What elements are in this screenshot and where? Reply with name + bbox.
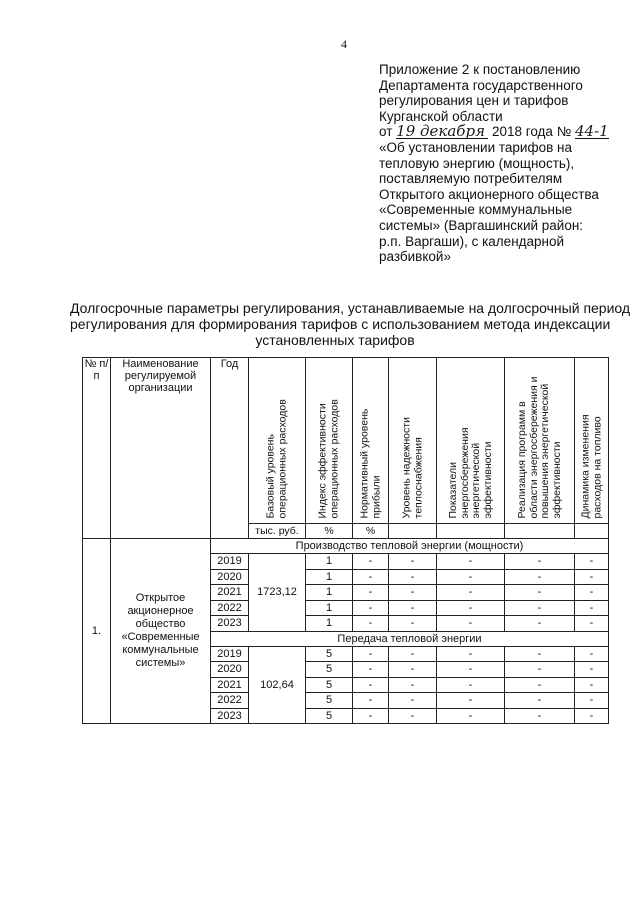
reliability-cell: - xyxy=(389,600,437,616)
header-text: операционных расходов xyxy=(276,398,288,518)
appendix-line: Курганской области xyxy=(379,108,503,124)
year-cell: 2022 xyxy=(211,600,249,616)
header-text: области энергосбережения и xyxy=(527,375,539,518)
program-cell: - xyxy=(505,600,575,616)
header-programs xyxy=(505,358,575,524)
reliability-cell: - xyxy=(389,554,437,570)
header-text: прибыли xyxy=(369,475,382,518)
title-line: Долгосрочные параметры регулирования, устанавливаемые на долгосрочный период xyxy=(70,300,631,316)
norm-cell: - xyxy=(353,616,389,632)
reliability-cell: - xyxy=(389,646,437,662)
norm-cell: - xyxy=(353,662,389,678)
fuel-cell: - xyxy=(575,708,609,724)
appendix-line: «Об установлении тарифов на xyxy=(379,139,572,155)
header-text: энергосбережения xyxy=(458,426,470,518)
fuel-cell: - xyxy=(575,693,609,709)
fuel-cell: - xyxy=(575,569,609,585)
fuel-cell: - xyxy=(575,585,609,601)
header-text: Нормативный уровень xyxy=(358,408,370,518)
year-cell: 2022 xyxy=(211,693,249,709)
year-cell: 2021 xyxy=(211,677,249,693)
appendix-line: Департамента государственного xyxy=(379,77,583,93)
index-cell: 1 xyxy=(306,585,353,601)
header-year: Год xyxy=(211,358,249,539)
base-cost-value: 1723,12 xyxy=(249,554,306,632)
appendix-line: системы» (Варгашинский район: xyxy=(379,217,584,233)
energy-cell: - xyxy=(437,646,505,662)
header-row xyxy=(83,358,609,524)
energy-cell: - xyxy=(437,569,505,585)
ot-label: от xyxy=(379,124,393,140)
appendix-line: «Современные коммунальные xyxy=(379,202,573,218)
reliability-cell: - xyxy=(389,693,437,709)
unit-index: % xyxy=(306,524,353,539)
unit-empty xyxy=(389,524,437,539)
energy-cell: - xyxy=(437,677,505,693)
row-number: 1. xyxy=(83,539,111,724)
fuel-cell: - xyxy=(575,662,609,678)
appendix-date-line xyxy=(379,124,629,140)
header-text: расходов на топливо xyxy=(590,415,603,518)
program-cell: - xyxy=(505,616,575,632)
title-line: установленных тарифов xyxy=(255,332,415,348)
reliability-cell: - xyxy=(389,662,437,678)
norm-cell: - xyxy=(353,693,389,709)
header-text: Показатели xyxy=(446,461,459,518)
program-cell: - xyxy=(505,646,575,662)
unit-norm: % xyxy=(353,524,389,539)
energy-cell: - xyxy=(437,616,505,632)
index-cell: 5 xyxy=(306,693,353,709)
norm-cell: - xyxy=(353,677,389,693)
header-text: энергетической xyxy=(469,442,482,518)
appendix-line: тепловую энергию (мощность), xyxy=(379,155,575,171)
header-efficiency-index xyxy=(306,358,353,524)
appendix-line: Приложение 2 к постановлению xyxy=(379,62,581,77)
appendix-block xyxy=(379,62,629,265)
header-reliability xyxy=(389,358,437,524)
header-text: эффективности xyxy=(550,440,562,518)
header-text: Базовый уровень xyxy=(264,433,277,518)
energy-cell: - xyxy=(437,554,505,570)
index-cell: 1 xyxy=(306,554,353,570)
norm-cell: - xyxy=(353,554,389,570)
parameters-table xyxy=(82,357,609,724)
header-text: Уровень надежности xyxy=(400,416,412,518)
header-text: теплоснабжения xyxy=(411,436,424,518)
norm-cell: - xyxy=(353,600,389,616)
index-cell: 5 xyxy=(306,708,353,724)
handwritten-number: 44-1 xyxy=(574,122,609,141)
handwritten-date: 19 декабря xyxy=(396,125,488,139)
year-cell: 2019 xyxy=(211,554,249,570)
unit-empty xyxy=(437,524,505,539)
section-title: Передача тепловой энергии xyxy=(211,631,609,646)
reliability-cell: - xyxy=(389,616,437,632)
index-cell: 1 xyxy=(306,569,353,585)
index-cell: 5 xyxy=(306,677,353,693)
unit-empty xyxy=(575,524,609,539)
header-energy-saving xyxy=(437,358,505,524)
page-number: 4 xyxy=(341,37,347,51)
section-row xyxy=(83,539,609,554)
header-org: Наименование регулируемой организации xyxy=(111,358,211,539)
section-title: Производство тепловой энергии (мощности) xyxy=(211,539,609,554)
base-cost-value: 102,64 xyxy=(249,646,306,724)
document-title xyxy=(70,300,631,348)
header-text: эффективности xyxy=(481,440,493,518)
index-cell: 1 xyxy=(306,600,353,616)
fuel-cell: - xyxy=(575,554,609,570)
fuel-cell: - xyxy=(575,600,609,616)
appendix-line: Открытого акционерного общества xyxy=(379,186,599,202)
norm-cell: - xyxy=(353,585,389,601)
energy-cell: - xyxy=(437,585,505,601)
program-cell: - xyxy=(505,693,575,709)
fuel-cell: - xyxy=(575,677,609,693)
year-cell: 2019 xyxy=(211,646,249,662)
energy-cell: - xyxy=(437,708,505,724)
reliability-cell: - xyxy=(389,585,437,601)
index-cell: 5 xyxy=(306,662,353,678)
header-text: Индекс эффективности xyxy=(316,402,329,518)
year-label: 2018 года № xyxy=(491,124,572,140)
fuel-cell: - xyxy=(575,646,609,662)
year-cell: 2020 xyxy=(211,662,249,678)
header-text: операционных расходов xyxy=(328,398,340,518)
appendix-line: поставляемую потребителям xyxy=(379,171,563,187)
reliability-cell: - xyxy=(389,569,437,585)
header-text: Динамика изменения xyxy=(579,413,591,518)
program-cell: - xyxy=(505,662,575,678)
index-cell: 1 xyxy=(306,616,353,632)
program-cell: - xyxy=(505,585,575,601)
energy-cell: - xyxy=(437,600,505,616)
norm-cell: - xyxy=(353,708,389,724)
header-text: повышения энергетической xyxy=(538,383,551,518)
header-fuel-dynamics xyxy=(575,358,609,524)
program-cell: - xyxy=(505,554,575,570)
header-num: № п/п xyxy=(83,358,111,539)
organization-name: Открытое акционерное общество «Современные коммунальные системы» xyxy=(111,539,211,724)
appendix-line: регулирования цен и тарифов xyxy=(379,93,569,109)
energy-cell: - xyxy=(437,662,505,678)
year-cell: 2021 xyxy=(211,585,249,601)
unit-empty xyxy=(505,524,575,539)
appendix-line: разбивкой» xyxy=(379,249,451,265)
program-cell: - xyxy=(505,708,575,724)
year-cell: 2020 xyxy=(211,569,249,585)
reliability-cell: - xyxy=(389,708,437,724)
header-base-cost xyxy=(249,358,306,524)
header-text: Реализация программ в xyxy=(515,400,528,518)
index-cell: 5 xyxy=(306,646,353,662)
appendix-line: р.п. Варгаши), с календарной xyxy=(379,233,565,249)
program-cell: - xyxy=(505,569,575,585)
norm-cell: - xyxy=(353,646,389,662)
year-cell: 2023 xyxy=(211,708,249,724)
title-line: регулирования для формирования тарифов с использованием метода индексации xyxy=(70,316,611,332)
reliability-cell: - xyxy=(389,677,437,693)
unit-base: тыс. руб. xyxy=(249,524,306,539)
header-norm-profit xyxy=(353,358,389,524)
norm-cell: - xyxy=(353,569,389,585)
year-cell: 2023 xyxy=(211,616,249,632)
fuel-cell: - xyxy=(575,616,609,632)
energy-cell: - xyxy=(437,693,505,709)
program-cell: - xyxy=(505,677,575,693)
